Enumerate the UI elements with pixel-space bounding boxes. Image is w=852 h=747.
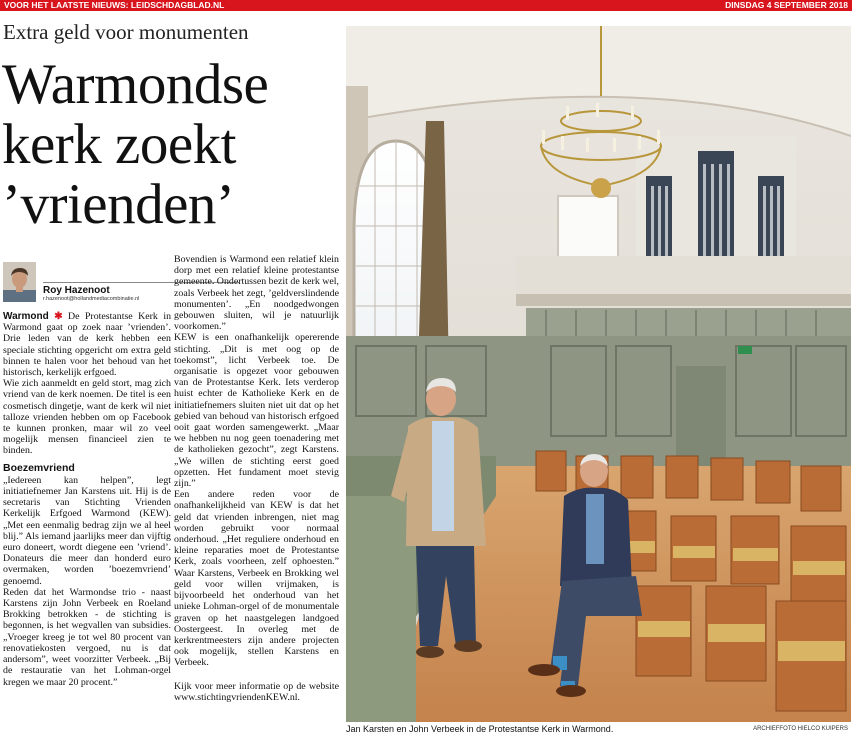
body-paragraph: Bovendien is Warmond een relatief klein dorp met een relatief kleine protestantse gemeente. Ondertussen bezit de kerk wel, zoals Verbeek het zegt, ’geldverslindende monumenten’. „En noodgedwongen gebouwen sluiten, wil je natuurlijk voorkomen.” [174,254,339,333]
photo-credit: ARCHIEFFOTO HIELCO KUIPERS [753,726,848,732]
author-name: Roy Hazenoot [43,285,110,296]
article-headline [2,55,342,235]
body-paragraph: „Iedereen kan helpen”, legt initiatiefnemer Jan Karstens uit. Hij is de secretaris van Stichting Vrienden Kerkelijk Erfgoed Warmond (KEW). „Met een eenmalig bedrag zijn we al heel blij.” Als iemand jaarlijks meer dan vijftig euro doneert, wordt diegene een ’vriend’. Donateurs die meer dan honderd euro overmaken, worden ’boezemvriend’ genoemd. [3,474,171,587]
subhead: Boezemvriend [3,461,75,474]
body-paragraph: Reden dat het Warmondse trio - naast Karstens zijn John Verbeek en Roeland Brokking betrokken - de stichting is begonnen, is het wegvallen van subsidies. „Vroeger kreeg je tot wel 80 procent van renovatiekosten vergoed, nu is dat andersom”, weet voorzitter Verbeek. „Bij de restauratie van het Lohman-orgel kregen we maar 20 procent.” [3,586,171,688]
body-paragraph: KEW is een onafhankelijk opererende stichting. „Dit is met oog op de toekomst”, licht Verbeek toe. De organisatie is opgezet voor gebouwen van de Protestantse Kerk. Iets verderop huist echter de Katholieke Kerk en de initiatiefnemers sluiten niet uit dat op het gebied van behoud van historisch erfgoed ooit gaat worden samengewerkt. „Maar we hebben nu nog geen toenadering met de katholieken gezocht”, zegt Karstens. „We willen de stichting eerst goed opzetten. Het fundament moet stevig zijn.” [174,332,339,490]
church-interior-photo [346,26,851,722]
article-column-1 [3,311,171,688]
headline-line-3: ’vrienden’ [2,173,235,236]
top-news-bar [0,0,852,11]
photo-caption: Jan Karsten en John Verbeek in de Protestantse Kerk in Warmond. [346,724,614,734]
article-column-2 [174,254,339,703]
lead-paragraph [3,311,171,378]
body-paragraph: Een andere reden voor de onafhankelijkheid van KEW is dat het geld dat vrienden inbrengen, niet mag worden gebruikt voor normaal onderhoud. „Het reguliere onderhoud en kleine reparaties moet de Protestantse Kerk, zoals voorheen, zelf ophoesten.” Waar Karstens, Verbeek en Brokking wel geld voor willen vrijmaken, is bijvoorbeeld het onderhoud van het unieke Lohman-orgel of de monumentale graven op het naastgelegen landgoed Oostergeest. In overleg met de kerkrentmeesters zijn andere projecten ook mogelijk, stellen Karstens en Verbeek. [174,489,339,669]
dateline: Warmond [3,311,49,322]
news-site-link[interactable]: VOOR HET LAATSTE NIEUWS: LEIDSCHDAGBLAD.NL [4,0,225,10]
website-reference: Kijk voor meer informatie op de website www.stichtingvriendenKEW.nl. [174,680,339,703]
headline-line-2: kerk zoekt [2,113,236,176]
issue-date: DINSDAG 4 SEPTEMBER 2018 [725,0,848,10]
author-avatar [3,262,36,302]
article-kicker: Extra geld voor monumenten [3,20,249,44]
headline-line-1: Warmondse [2,53,269,116]
dateline-star-icon: ✱ [54,311,63,322]
lead-text: De Protestantse Kerk in Warmond gaat op zoek naar ’vrienden’. Drie leden van de kerk hebben een speciale stichting opgericht om extra geld binnen te halen voor het behoud van het historisch, kerkelijk erfgoed. [3,311,172,379]
body-paragraph: Wie zich aanmeldt en geld stort, mag zich vriend van de kerk noemen. De titel is een cosmetisch dingetje, want de kerk wil niet talloze vrienden hebben om op Facebook te kunnen pronken, maar wil zo veel mogelijk mensen financieel zien te binden. [3,378,171,457]
author-email[interactable]: r.hazenoot@hollandmediacombinatie.nl [43,296,140,302]
